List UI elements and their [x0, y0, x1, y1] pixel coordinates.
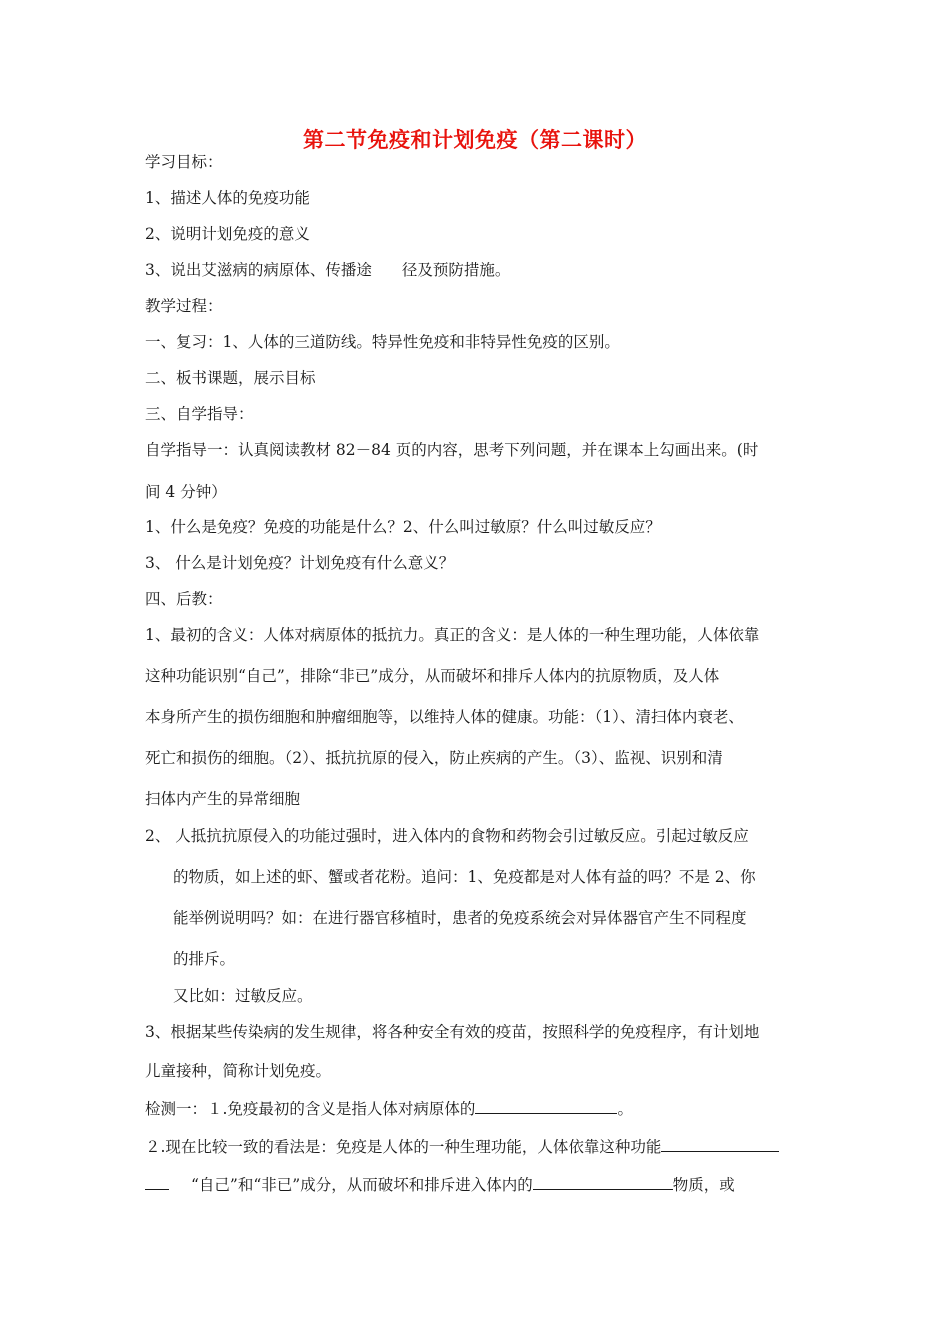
objective-item-2: 2、说明计划免疫的意义 — [145, 225, 310, 243]
check-question-2-mid: “自己”和“非已”成分，从而破坏和排斥进入体内的 — [191, 1176, 533, 1194]
check-question-2-line-1 — [145, 1135, 779, 1157]
check-question-1-text: 检测一：１.免疫最初的含义是指人体对病原体的 — [145, 1100, 476, 1118]
answer-1-line-5: 扫体内产生的异常细胞 — [145, 790, 301, 808]
check-question-1-end: 。 — [617, 1100, 633, 1118]
answer-2-line-4: 的排斥。 — [173, 950, 236, 968]
guide-line-1: 自学指导一：认真阅读教材 82－84 页的内容，思考下列问题，并在课本上勾画出来。(时 — [145, 441, 759, 459]
self-study-heading: 三、自学指导： — [145, 405, 254, 423]
check-question-2-line-2 — [145, 1173, 735, 1195]
board-line: 二、板书课题，展示目标 — [145, 369, 316, 387]
after-teaching-heading: 四、后教： — [145, 590, 223, 608]
answer-1-line-4: 死亡和损伤的细胞。（2）、抵抗抗原的侵入，防止疾病的产生。（3）、监视、识别和清 — [145, 749, 723, 767]
answer-3-line-1: 3、根据某些传染病的发生规律，将各种安全有效的疫苗，按照科学的免疫程序，有计划地 — [145, 1023, 760, 1041]
answer-2-line-2: 的物质，如上述的虾、蟹或者花粉。追问：1、免疫都是对人体有益的吗？不是 2、你 — [173, 868, 756, 886]
answer-blank[interactable] — [145, 1173, 169, 1190]
answer-2-line-3: 能举例说明吗？如：在进行器官移植时，患者的免疫系统会对异体器官产生不同程度 — [173, 909, 747, 927]
answer-3-line-2: 儿童接种，简称计划免疫。 — [145, 1062, 332, 1080]
guide-line-2: 间 4 分钟） — [145, 483, 227, 501]
question-3: 3、 什么是计划免疫？计划免疫有什么意义？ — [145, 554, 455, 572]
answer-blank[interactable] — [475, 1097, 617, 1114]
process-heading: 教学过程： — [145, 297, 223, 315]
answer-1-line-1: 1、最初的含义：人体对病原体的抵抗力。真正的含义：是人体的一种生理功能，人体依靠 — [145, 626, 760, 644]
answer-blank[interactable] — [533, 1173, 673, 1190]
objective-item-3 — [145, 260, 510, 280]
check-question-2-text: ２.现在比较一致的看法是：免疫是人体的一种生理功能，人体依靠这种功能 — [145, 1138, 662, 1156]
page-title: 第二节免疫和计划免疫（第二课时） — [303, 127, 647, 152]
answer-blank[interactable] — [661, 1135, 779, 1152]
check-question-2-end: 物质，或 — [672, 1176, 735, 1194]
question-1: 1、什么是免疫？免疫的功能是什么？2、什么叫过敏原？什么叫过敏反应？ — [145, 518, 661, 536]
check-question-1 — [145, 1097, 633, 1119]
objective-item-3-part-a: 3、说出艾滋病的病原体、传播途 — [145, 261, 372, 279]
objective-item-1: 1、描述人体的免疫功能 — [145, 189, 310, 207]
answer-1-line-3: 本身所产生的损伤细胞和肿瘤细胞等，以维持人体的健康。功能：（1）、清扫体内衰老、 — [145, 708, 744, 726]
review-line: 一、复习：1、人体的三道防线。特异性免疫和非特异性免疫的区别。 — [145, 333, 620, 351]
objectives-heading: 学习目标： — [145, 153, 223, 171]
answer-2-line-1: 2、 人抵抗抗原侵入的功能过强时，进入体内的食物和药物会引过敏反应。引起过敏反应 — [145, 827, 749, 845]
answer-2-line-5: 又比如：过敏反应。 — [173, 987, 313, 1005]
answer-1-line-2: 这种功能识别“自己”，排除“非已”成分，从而破坏和排斥人体内的抗原物质，及人体 — [145, 667, 720, 685]
objective-item-3-part-b: 径及预防措施。 — [401, 261, 511, 279]
